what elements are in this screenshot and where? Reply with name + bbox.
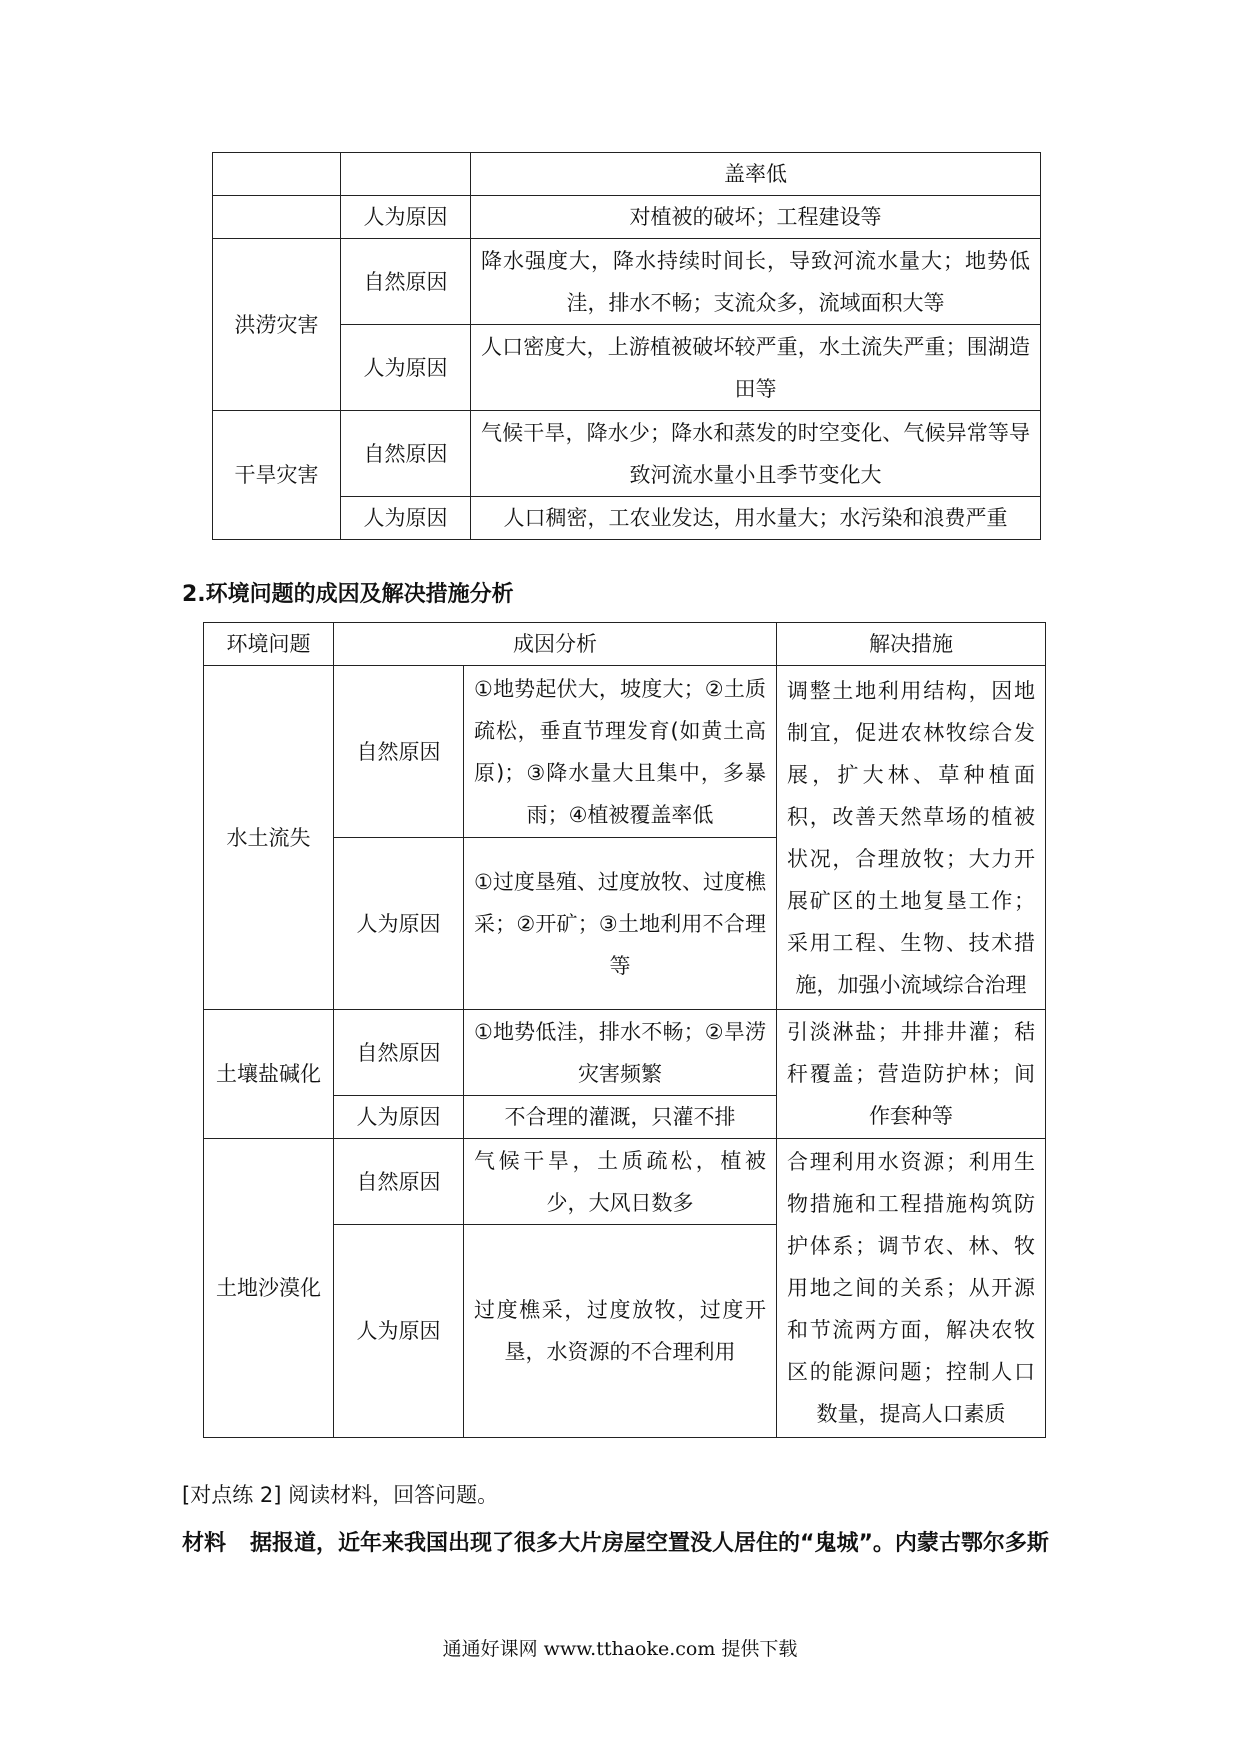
solution-text: 引淡淋盐；井排井灌；秸秆覆盖；营造防护林；间作套种等 (777, 1010, 1046, 1139)
table-row (213, 153, 1041, 196)
table-cell (213, 153, 341, 196)
section-heading: 2.环境问题的成因及解决措施分析 (182, 582, 514, 607)
table-cell: 对植被的破坏；工程建设等 (471, 196, 1041, 239)
cause-text: 降水强度大，降水持续时间长，导致河流水量大；地势低洼，排水不畅；支流众多，流域面积大等 (471, 239, 1041, 325)
table-row (213, 411, 1041, 497)
disaster-cause-table (212, 152, 1041, 540)
disaster-name-flood: 洪涝灾害 (213, 239, 341, 411)
table-cell (213, 196, 341, 239)
cause-label: 自然原因 (334, 1010, 464, 1096)
problem-name-soil-erosion: 水土流失 (204, 666, 334, 1010)
practice-label: [对点练 2] (182, 1483, 282, 1507)
disaster-name-drought: 干旱灾害 (213, 411, 341, 540)
header-problem: 环境问题 (204, 623, 334, 666)
cause-label: 人为原因 (334, 1225, 464, 1438)
cause-text: 人口稠密，工农业发达，用水量大；水污染和浪费严重 (471, 497, 1041, 540)
cause-text: 气候干旱，降水少；降水和蒸发的时空变化、气候异常等导致河流水量小且季节变化大 (471, 411, 1041, 497)
problem-name-desertification: 土地沙漠化 (204, 1139, 334, 1438)
material-label: 材料 (182, 1531, 227, 1556)
page-footer: 通通好课网 www.tthaoke.com 提供下载 (442, 1638, 798, 1660)
practice-prompt (182, 1480, 498, 1510)
table-header-row (204, 623, 1046, 666)
table-row (213, 196, 1041, 239)
table-row (204, 666, 1046, 838)
solution-text: 调整土地利用结构，因地制宜，促进农林牧综合发展，扩大林、草种植面积，改善天然草场的植被状况，合理放牧；大力开展矿区的土地复垦工作；采用工程、生物、技术措施，加强小流域综合治理 (777, 666, 1046, 1010)
practice-text: 阅读材料，回答问题。 (288, 1483, 499, 1507)
cause-text: ①地势低洼，排水不畅；②旱涝灾害频繁 (464, 1010, 777, 1096)
header-cause: 成因分析 (334, 623, 777, 666)
cause-label: 自然原因 (341, 411, 471, 497)
problem-name-salinization: 土壤盐碱化 (204, 1010, 334, 1139)
cause-text: 气候干旱，土质疏松，植被少，大风日数多 (464, 1139, 777, 1225)
table-row (204, 1010, 1046, 1096)
header-solution: 解决措施 (777, 623, 1046, 666)
cause-label: 自然原因 (334, 1139, 464, 1225)
table-cell: 盖率低 (471, 153, 1041, 196)
table-cell (341, 153, 471, 196)
table-row (213, 239, 1041, 325)
material-paragraph (182, 1528, 1049, 1560)
cause-text: 过度樵采，过度放牧，过度开垦，水资源的不合理利用 (464, 1225, 777, 1438)
cause-text: 不合理的灌溉，只灌不排 (464, 1096, 777, 1139)
cause-label: 自然原因 (334, 666, 464, 838)
cause-label: 人为原因 (341, 325, 471, 411)
environment-problem-table (203, 622, 1046, 1438)
solution-text: 合理利用水资源；利用生物措施和工程措施构筑防护体系；调节农、林、牧用地之间的关系；从开源和节流两方面，解决农牧区的能源问题；控制人口数量，提高人口素质 (777, 1139, 1046, 1438)
table-cell: 人为原因 (341, 196, 471, 239)
cause-label: 人为原因 (334, 1096, 464, 1139)
cause-label: 人为原因 (334, 838, 464, 1010)
cause-label: 人为原因 (341, 497, 471, 540)
material-text: 据报道，近年来我国出现了很多大片房屋空置没人居住的“鬼城”。内蒙古鄂尔多斯 (250, 1531, 1049, 1556)
cause-text: 人口密度大，上游植被破坏较严重，水土流失严重；围湖造田等 (471, 325, 1041, 411)
cause-text: ①地势起伏大，坡度大；②土质疏松，垂直节理发育(如黄土高原)；③降水量大且集中，多暴雨；④植被覆盖率低 (464, 666, 777, 838)
cause-label: 自然原因 (341, 239, 471, 325)
table-row (204, 1139, 1046, 1225)
cause-text: ①过度垦殖、过度放牧、过度樵采；②开矿；③土地利用不合理等 (464, 838, 777, 1010)
